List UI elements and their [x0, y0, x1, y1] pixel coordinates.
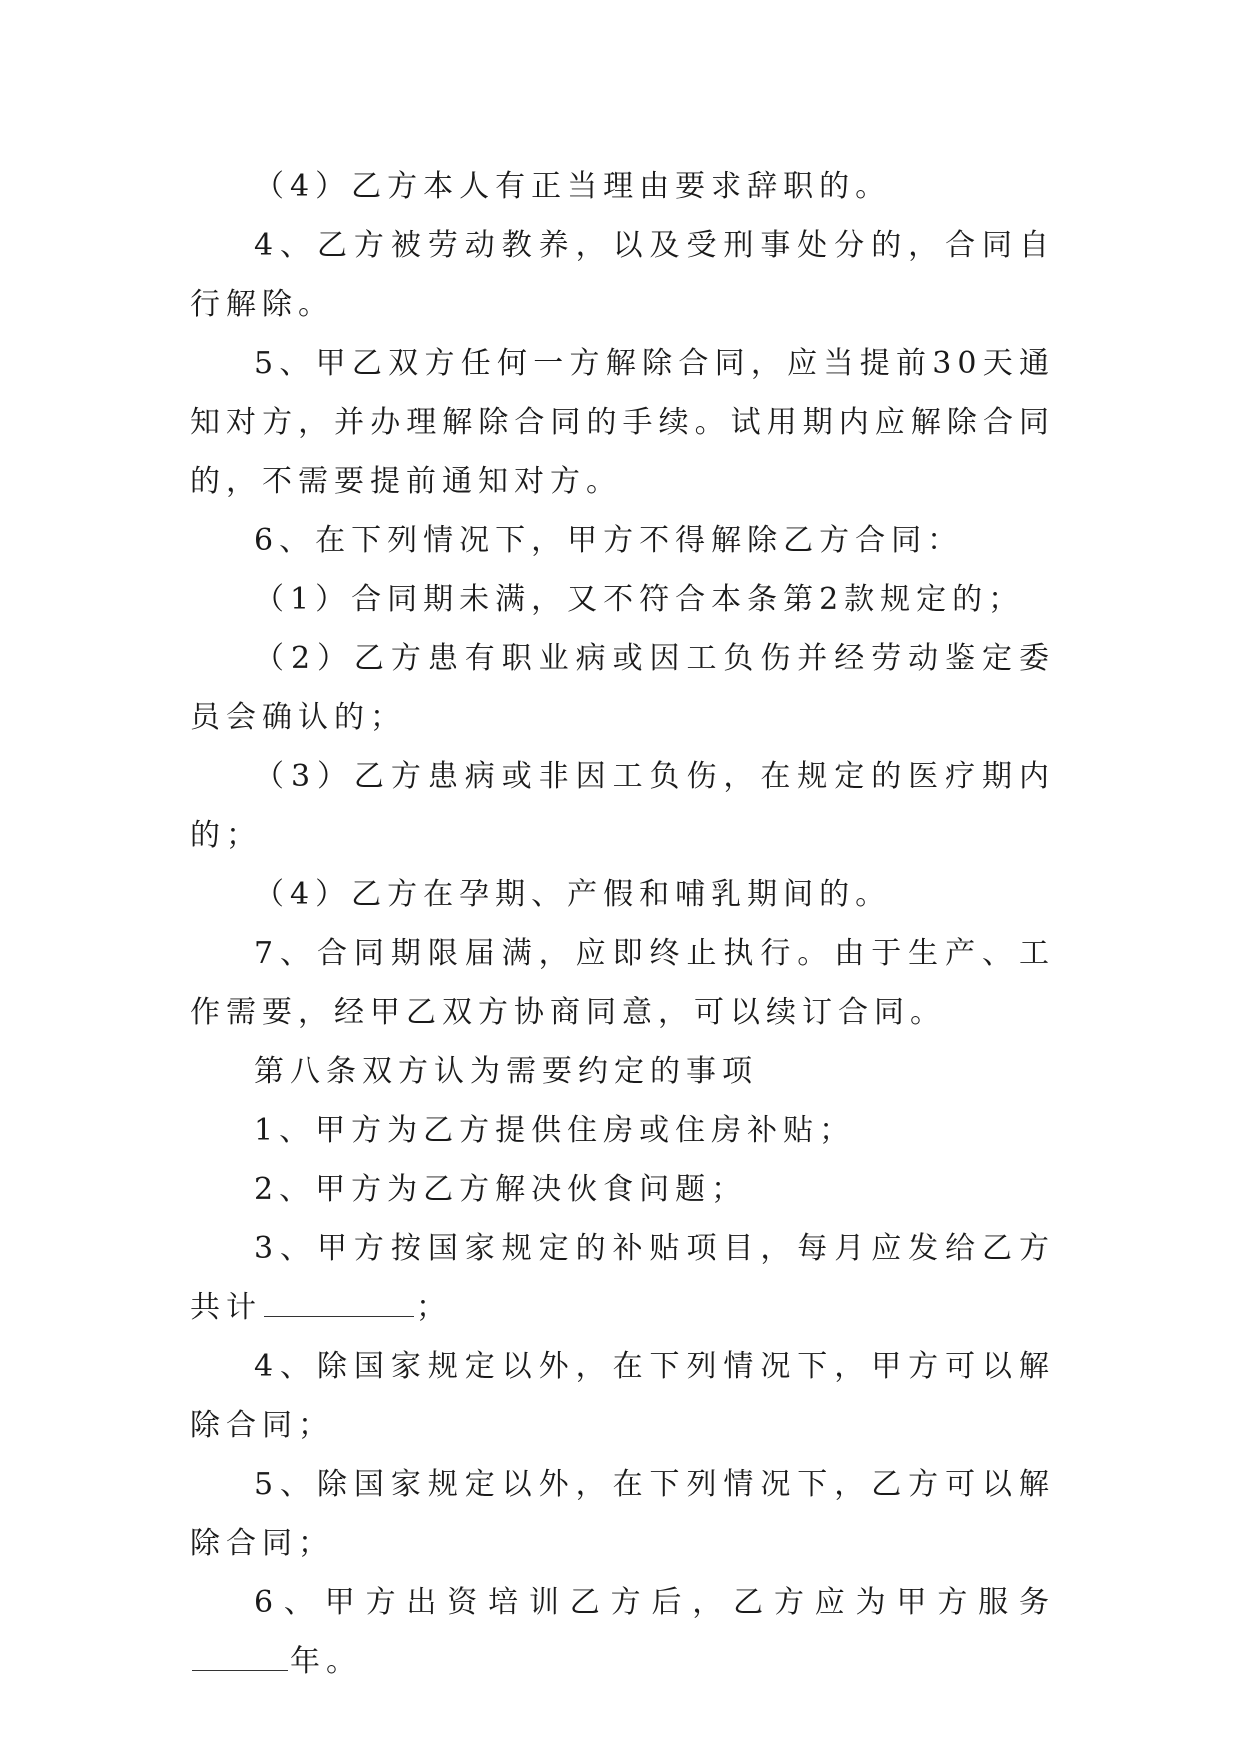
paragraph-article8-item-4: 4、除国家规定以外，在下列情况下，甲方可以解除合同； [190, 1349, 1055, 1443]
article8-item-3-text: 3、甲方按国家规定的补贴项目，每月应发给乙方共计 [190, 1231, 1055, 1325]
paragraph-item-5-notice: 5、甲乙双方任何一方解除合同，应当提前30天通知对方，并办理解除合同的手续。试用期内应解除合同的，不需要提前通知对方。 [190, 346, 1055, 499]
paragraph-subitem-4: （4）乙方在孕期、产假和哺乳期间的。 [254, 877, 892, 912]
article-8-heading: 第八条双方认为需要约定的事项 [254, 1054, 758, 1089]
paragraph-subitem-1: （1）合同期未满，又不符合本条第2款规定的； [254, 582, 1025, 617]
paragraph-article8-item-3 [190, 1219, 1055, 1337]
subsidy-amount-blank[interactable] [264, 1286, 414, 1317]
paragraph-subitem-3: （3）乙方患病或非因工负伤，在规定的医疗期内的； [190, 759, 1055, 853]
paragraph-article8-item-1: 1、甲方为乙方提供住房或住房补贴； [254, 1113, 856, 1148]
paragraph-resign-clause: （4）乙方本人有正当理由要求辞职的。 [254, 169, 892, 204]
service-years-blank[interactable] [192, 1640, 288, 1671]
article8-item-6-end: 年。 [290, 1644, 362, 1679]
paragraph-item-4-labor-reeducation: 4、乙方被劳动教养，以及受刑事处分的，合同自行解除。 [190, 228, 1055, 322]
document-body [190, 157, 1055, 1691]
paragraph-item-6-heading: 6、在下列情况下，甲方不得解除乙方合同： [254, 523, 964, 558]
article8-item-3-end: ； [416, 1290, 452, 1325]
paragraph-article8-item-2: 2、甲方为乙方解决伙食问题； [254, 1172, 748, 1207]
paragraph-subitem-2: （2）乙方患有职业病或因工负伤并经劳动鉴定委员会确认的； [190, 641, 1055, 735]
paragraph-article8-item-5: 5、除国家规定以外，在下列情况下，乙方可以解除合同； [190, 1467, 1055, 1561]
paragraph-item-7-expiry: 7、合同期限届满，应即终止执行。由于生产、工作需要，经甲乙双方协商同意，可以续订合同。 [190, 936, 1055, 1030]
article8-item-6-text: 6、甲方出资培训乙方后，乙方应为甲方服务 [254, 1585, 1055, 1620]
paragraph-article8-item-6 [190, 1573, 1055, 1691]
